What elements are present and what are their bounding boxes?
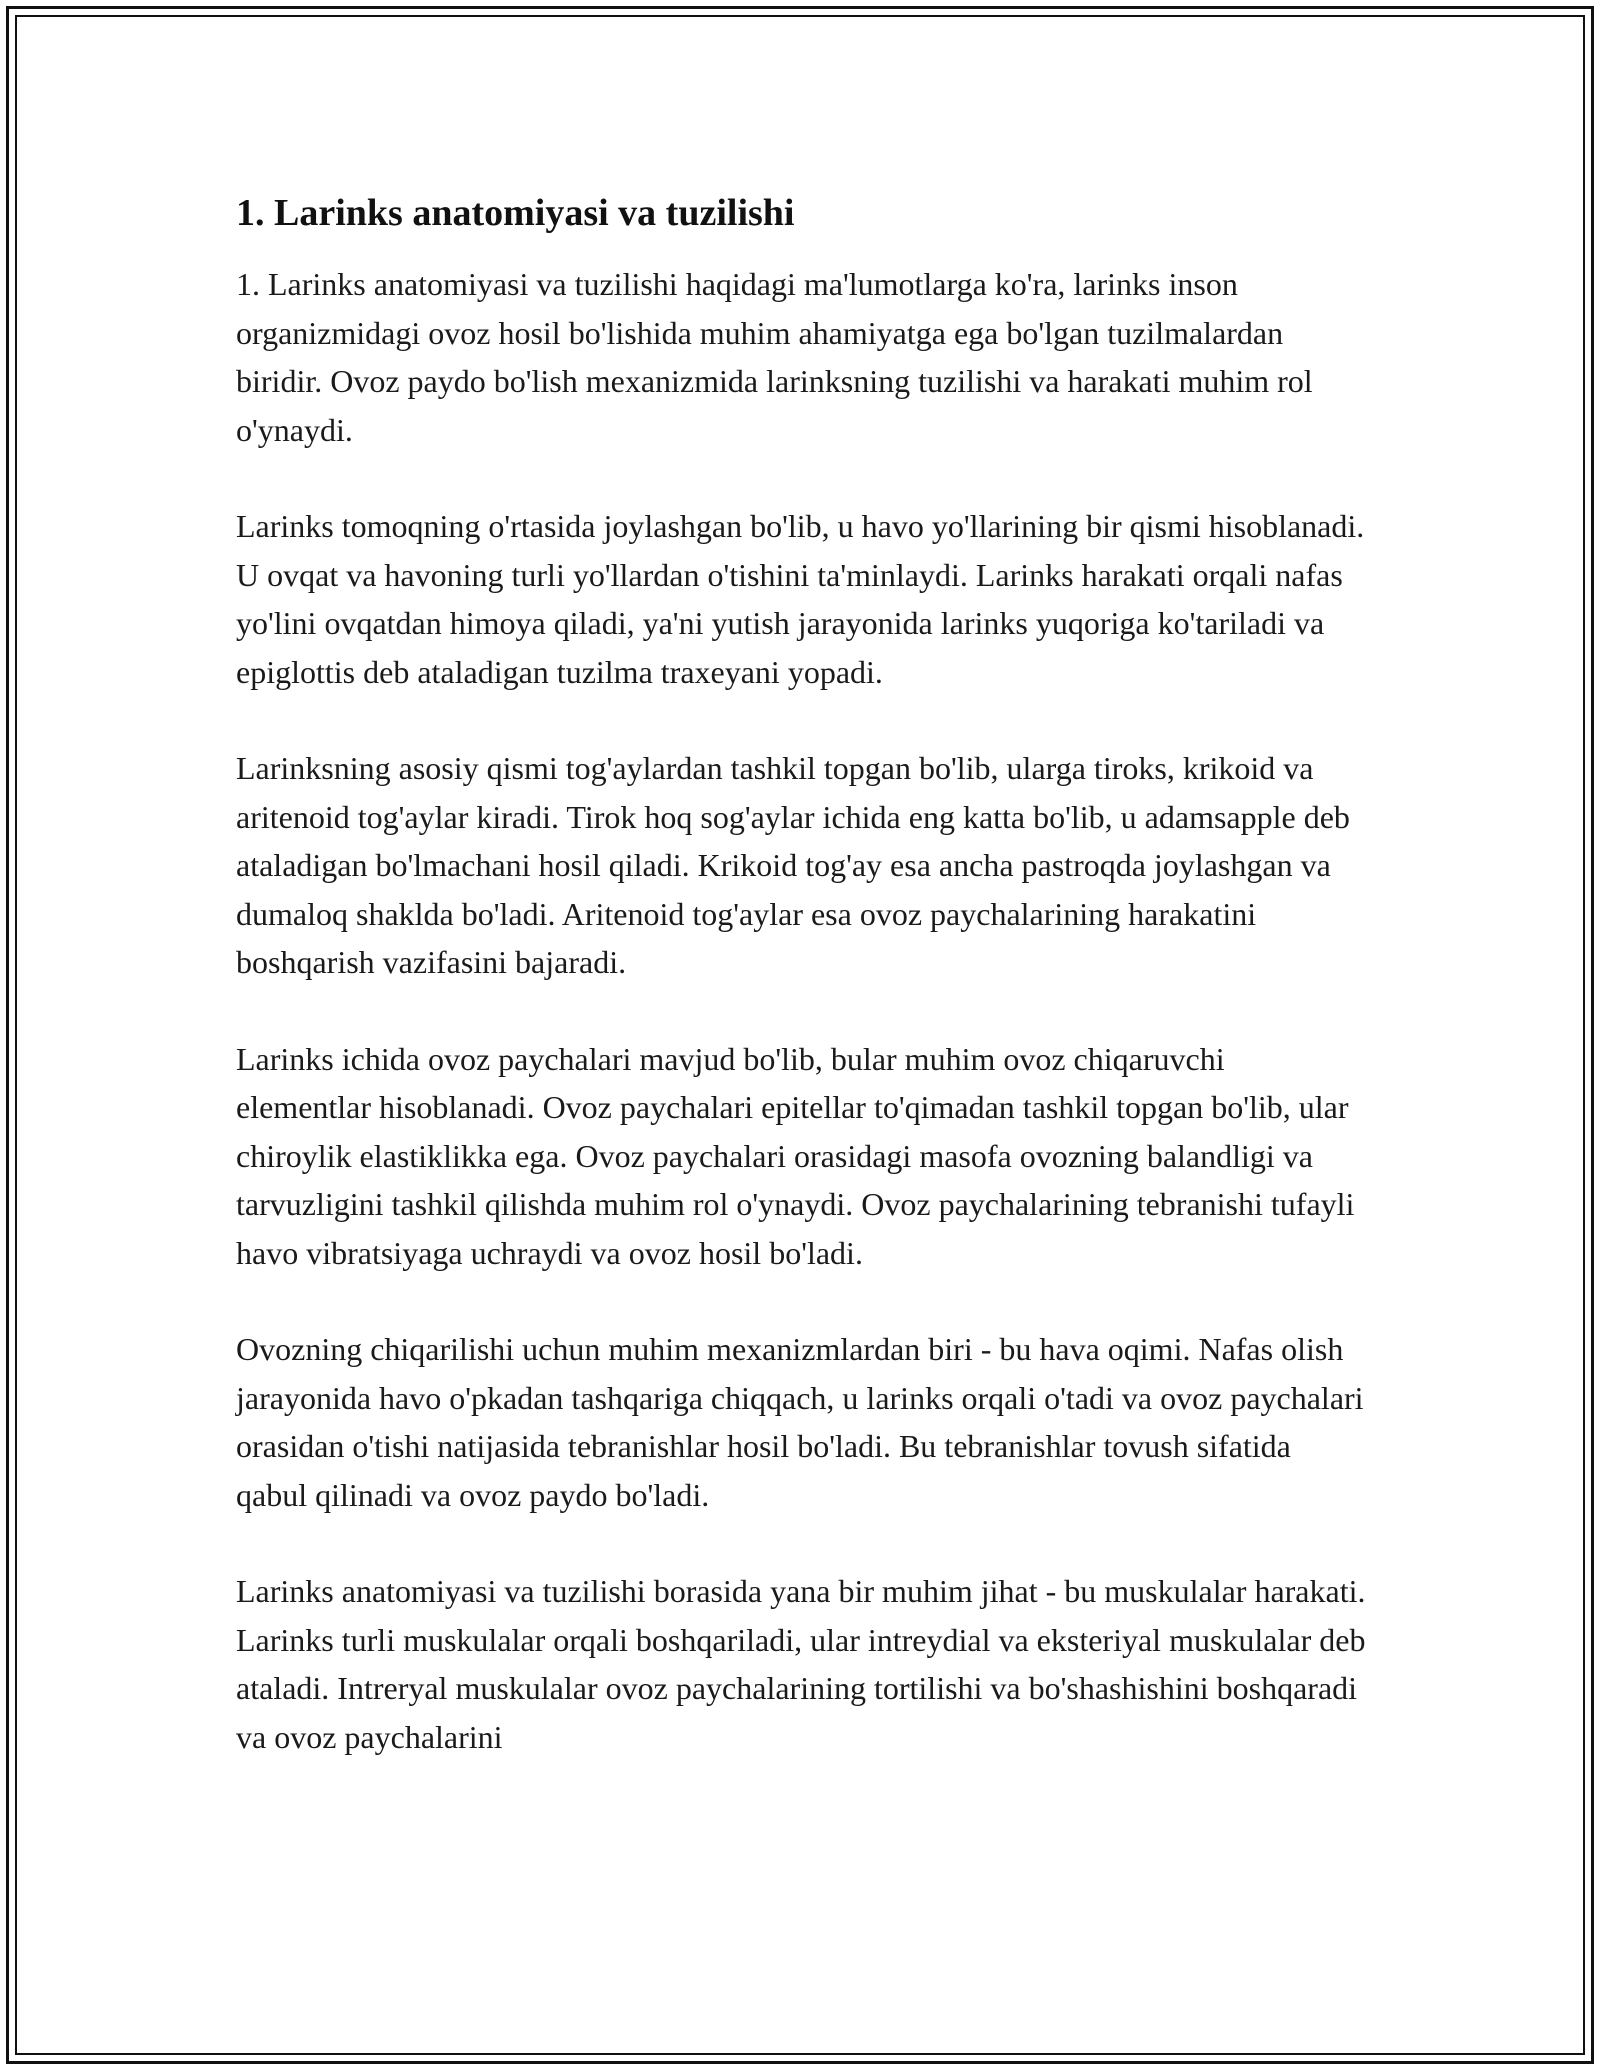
section-heading: 1. Larinks anatomiyasi va tuzilishi (236, 192, 795, 234)
paragraph-5: Ovozning chiqarilishi uchun muhim mexanizmlardan biri - bu hava oqimi. Nafas olish jarayonida havo o'pkadan tashqariga chiqqach, u larinks orqali o'tadi va ovoz paychalari orasidan o'tishi natijasida tebranishlar hosil bo'ladi. Bu tebranishlar tovush sifatida qabul qilinadi va ovoz paydo bo'ladi. (236, 1331, 1364, 1513)
paragraph-2: Larinks tomoqning o'rtasida joylashgan bo'lib, u havo yo'llarining bir qismi hisoblanadi. U ovqat va havoning turli yo'llardan o'tishini ta'minlaydi. Larinks harakati orqali nafas yo'lini ovqatdan himoya qiladi, ya'ni yutish jarayonida larinks yuqoriga ko'tariladi va epiglottis deb ataladigan tuzilma traxeyani yopadi. (236, 508, 1365, 690)
paragraph-4: Larinks ichida ovoz paychalari mavjud bo'lib, bular muhim ovoz chiqaruvchi elementlar hisoblanadi. Ovoz paychalari epitellar to'qimadan tashkil topgan bo'lib, ular chiroylik elastiklikka ega. Ovoz paychalari orasidagi masofa ovozning balandligi va tarvuzligini tashkil qilishda muhim rol o'ynaydi. Ovoz paychalarining tebranishi tufayli havo vibratsiyaga uchraydi va ovoz hosil bo'ladi. (236, 1040, 1355, 1271)
paragraph-1: 1. Larinks anatomiyasi va tuzilishi haqidagi ma'lumotlarga ko'ra, larinks inson organizmidagi ovoz hosil bo'lishida muhim ahamiyatga ega bo'lgan tuzilmalardan biridir. Ovoz paydo bo'lish mexanizmida larinksning tuzilishi va harakati muhim rol o'ynaydi. (236, 266, 1313, 448)
paragraph-3: Larinksning asosiy qismi tog'aylardan tashkil topgan bo'lib, ularga tiroks, krikoid va aritenoid tog'aylar kiradi. Tirok hoq sog'aylar ichida eng katta bo'lib, u adamsapple deb ataladigan bo'lmachani hosil qiladi. Krikoid tog'ay esa ancha pastroqda joylashgan va dumaloq shaklda bo'ladi. Aritenoid tog'aylar esa ovoz paychalarining harakatini boshqarish vazifasini bajaradi. (236, 750, 1350, 980)
paragraph-6: Larinks anatomiyasi va tuzilishi borasida yana bir muhim jihat - bu muskulalar harakati. Larinks turli muskulalar orqali boshqariladi, ular intreydial va eksteriyal muskulalar deb ataladi. Intreryal muskulalar ovoz paychalarining tortilishi va bo'shashishini boshqaradi va ovoz paychalarini (236, 1573, 1366, 1755)
document-body (236, 186, 1366, 1761)
